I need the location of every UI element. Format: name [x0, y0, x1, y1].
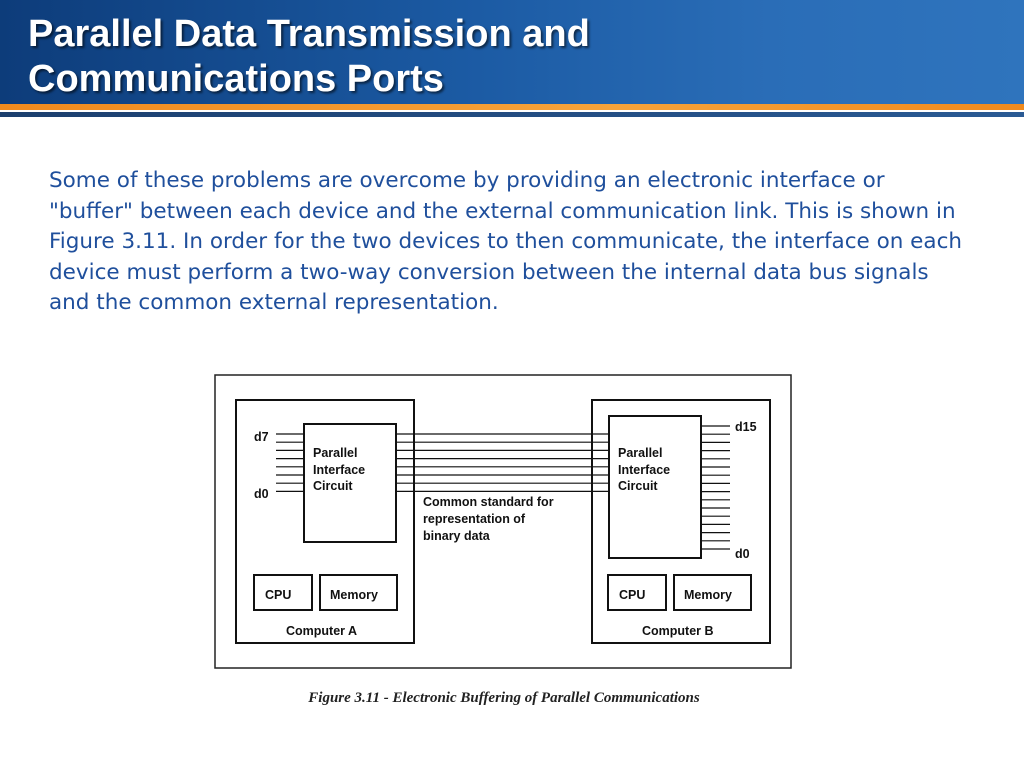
slide-title	[28, 12, 590, 102]
computer-a-name: Computer A	[286, 624, 358, 638]
computer-b-name: Computer B	[642, 624, 714, 638]
link-label-1: Common standard for	[423, 495, 554, 509]
computer-b-top-bit: d15	[735, 420, 757, 434]
body-paragraph: Some of these problems are overcome by providing an electronic interface or "buffer" between each device and the external communication link. This is shown in Figure 3.11. In order for the two devices to then communicate, the interface on each device must perform a two-way conversion between the internal data bus signals and the common external representation.	[49, 168, 963, 316]
computer-a-memory-label: Memory	[330, 588, 378, 602]
slide-title-line-1: Parallel Data Transmission and	[28, 13, 590, 55]
computer-b-cpu-label: CPU	[619, 588, 646, 602]
link-label-2: representation of	[423, 512, 526, 526]
link-label-3: binary data	[423, 529, 490, 543]
figure-caption: Figure 3.11 - Electronic Buffering of Parallel Communications	[308, 690, 700, 706]
figure-diagram	[214, 374, 794, 670]
title-bar	[0, 0, 1024, 106]
computer-b-bottom-bit: d0	[735, 547, 750, 561]
computer-b-interface-label-1: Parallel	[618, 446, 663, 460]
title-underline	[0, 112, 1024, 117]
computer-b-interface-label-2: Interface	[618, 463, 671, 477]
computer-a-interface-label-2: Interface	[313, 463, 366, 477]
computer-a-interface-label-1: Parallel	[313, 446, 358, 460]
computer-a-interface-label-3: Circuit	[313, 479, 353, 493]
computer-b-interface-label-3: Circuit	[618, 479, 658, 493]
computer-b-memory-label: Memory	[684, 588, 732, 602]
slide-title-line-2: Communications Ports	[28, 58, 444, 100]
figure-3-11	[214, 374, 794, 670]
computer-a-top-bit: d7	[254, 430, 269, 444]
computer-a-cpu-label: CPU	[265, 588, 292, 602]
computer-a-bottom-bit: d0	[254, 487, 269, 501]
